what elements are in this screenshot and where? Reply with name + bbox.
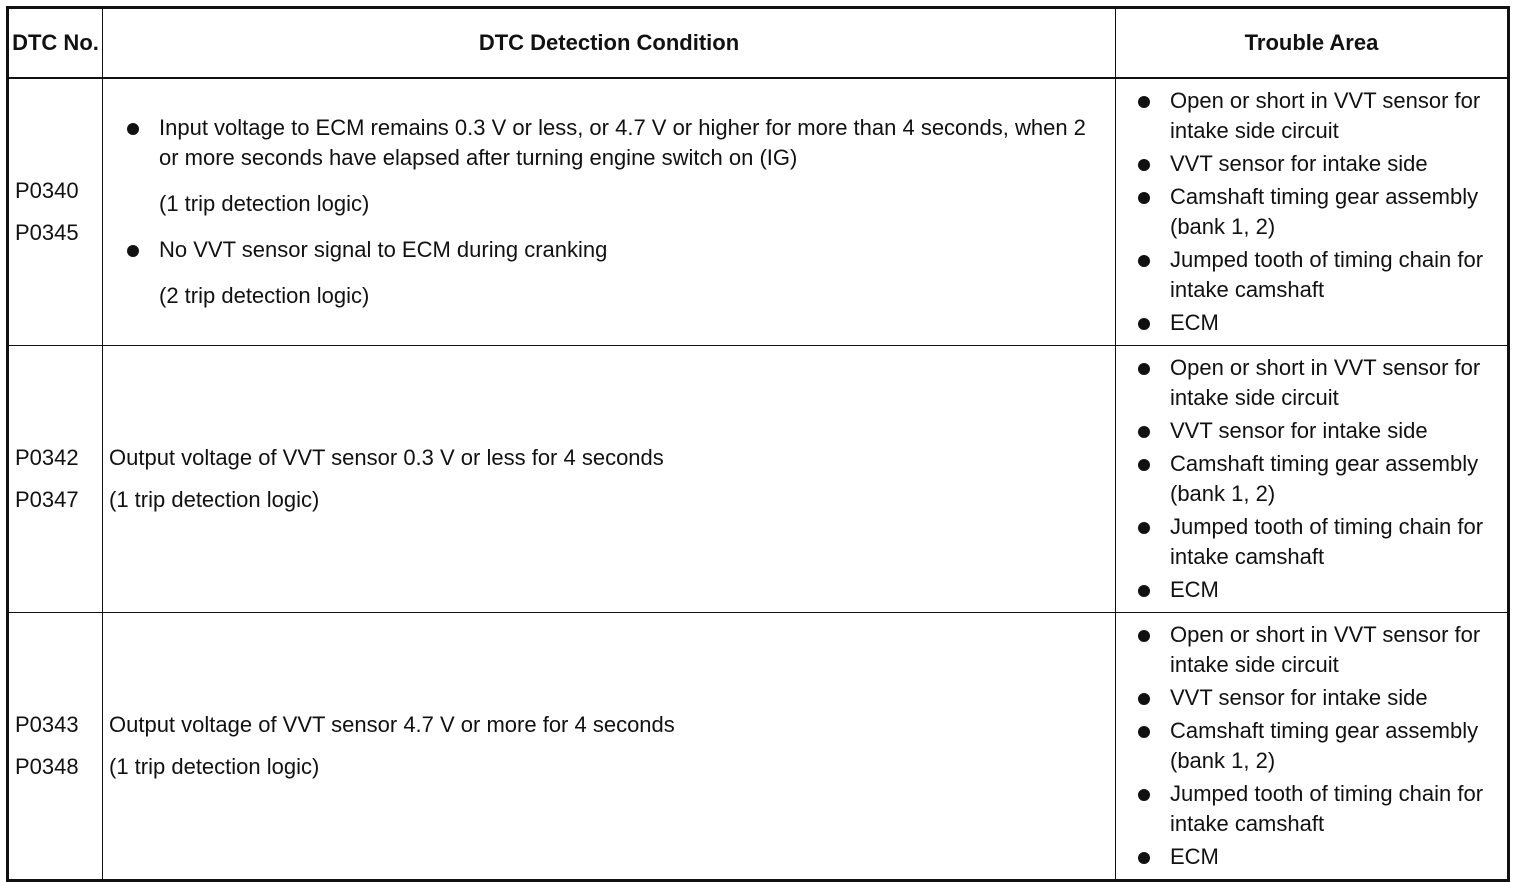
trouble-item: ECM (1138, 842, 1499, 872)
dtc-code-cell (8, 346, 103, 613)
trouble-list (1116, 346, 1507, 612)
condition-item (127, 235, 1095, 311)
trouble-list (1116, 79, 1507, 345)
trouble-item: VVT sensor for intake side (1138, 683, 1499, 713)
dtc-code: P0347 (15, 487, 79, 512)
condition-cell (103, 613, 1116, 881)
condition-text: Output voltage of VVT sensor 0.3 V or less for 4 seconds (109, 445, 664, 470)
trouble-area-cell (1116, 346, 1509, 613)
dtc-code: P0348 (15, 754, 79, 779)
trouble-item: VVT sensor for intake side (1138, 149, 1499, 179)
trouble-area-cell (1116, 613, 1509, 881)
table-row (8, 346, 1509, 613)
condition-note: (1 trip detection logic) (109, 487, 320, 512)
trouble-item: Jumped tooth of timing chain for intake camshaft (1138, 512, 1499, 572)
condition-note: (1 trip detection logic) (109, 754, 320, 779)
dtc-code: P0342 (15, 445, 79, 470)
trouble-item: Open or short in VVT sensor for intake side circuit (1138, 620, 1499, 680)
trouble-item: ECM (1138, 575, 1499, 605)
trouble-item: Jumped tooth of timing chain for intake camshaft (1138, 779, 1499, 839)
trouble-area-cell (1116, 78, 1509, 346)
dtc-code-cell (8, 78, 103, 346)
trouble-item: Camshaft timing gear assembly (bank 1, 2) (1138, 449, 1499, 509)
condition-note: (1 trip detection logic) (159, 191, 370, 216)
trouble-item: VVT sensor for intake side (1138, 416, 1499, 446)
trouble-list (1116, 613, 1507, 879)
dtc-code: P0345 (15, 220, 79, 245)
condition-block (103, 443, 1115, 515)
condition-list (103, 113, 1115, 311)
trouble-item: ECM (1138, 308, 1499, 338)
header-dtc-no: DTC No. (8, 8, 103, 79)
trouble-item: Open or short in VVT sensor for intake side circuit (1138, 353, 1499, 413)
trouble-item: Camshaft timing gear assembly (bank 1, 2) (1138, 716, 1499, 776)
condition-note: (2 trip detection logic) (159, 283, 370, 308)
condition-block (103, 710, 1115, 782)
condition-cell (103, 78, 1116, 346)
trouble-item: Camshaft timing gear assembly (bank 1, 2) (1138, 182, 1499, 242)
dtc-table (6, 6, 1510, 882)
trouble-item: Open or short in VVT sensor for intake side circuit (1138, 86, 1499, 146)
table-header (8, 8, 1509, 79)
header-condition: DTC Detection Condition (103, 8, 1116, 79)
dtc-code: P0340 (15, 178, 79, 203)
condition-text: Output voltage of VVT sensor 4.7 V or more for 4 seconds (109, 712, 675, 737)
table-row (8, 613, 1509, 881)
table-row (8, 78, 1509, 346)
condition-text: Input voltage to ECM remains 0.3 V or less, or 4.7 V or higher for more than 4 seconds, when 2 or more seconds have elapsed after turning engine switch on (IG) (159, 115, 1086, 170)
condition-text: No VVT sensor signal to ECM during cranking (159, 237, 608, 262)
trouble-item: Jumped tooth of timing chain for intake camshaft (1138, 245, 1499, 305)
dtc-code-cell (8, 613, 103, 881)
condition-item (127, 113, 1095, 219)
dtc-code: P0343 (15, 712, 79, 737)
header-trouble-area: Trouble Area (1116, 8, 1509, 79)
condition-cell (103, 346, 1116, 613)
